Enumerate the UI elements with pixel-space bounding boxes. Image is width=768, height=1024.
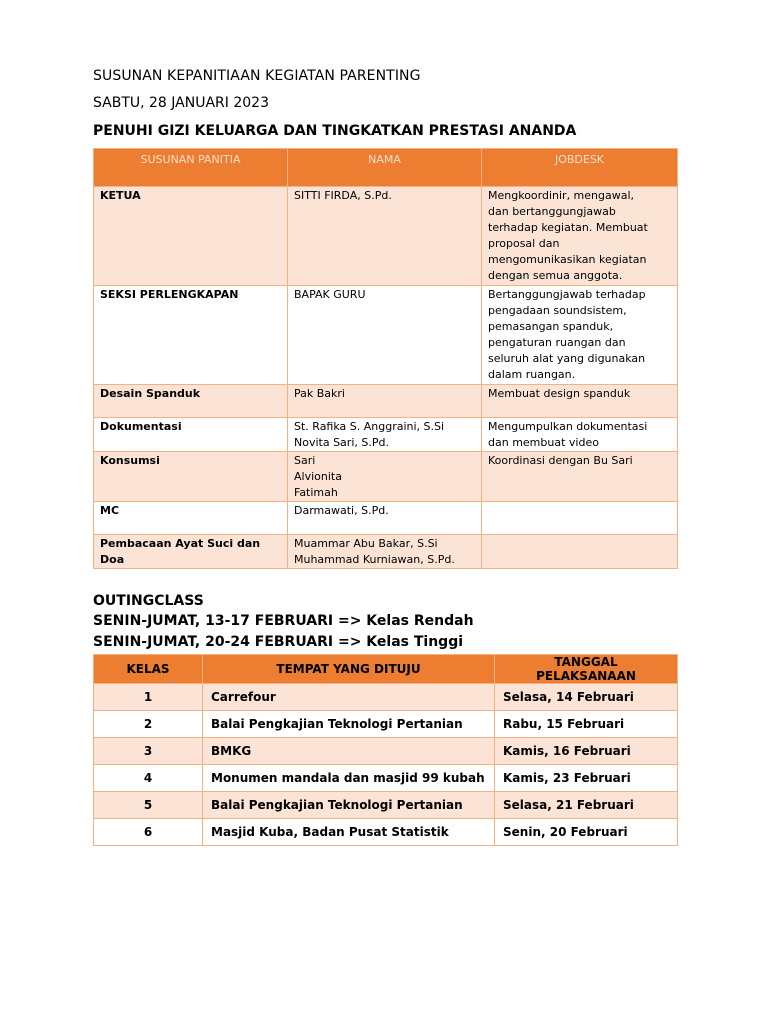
committee-jobdesk — [482, 385, 678, 418]
jobdesk-line: seluruh alat yang digunakan — [488, 352, 646, 365]
committee-role: Pembacaan Ayat Suci dan Doa — [94, 535, 288, 569]
outing-destination: Masjid Kuba, Badan Pusat Statistik — [203, 819, 495, 846]
committee-role: MC — [94, 502, 288, 535]
document-title: SUSUNAN KEPANITIAAN KEGIATAN PARENTING — [93, 68, 421, 84]
outing-class-number: 1 — [94, 684, 203, 711]
jobdesk-line: dan membuat video — [488, 436, 599, 449]
jobdesk-line: dalam ruangan. — [488, 368, 576, 381]
outing-row — [94, 819, 678, 846]
jobdesk-line: mengomunikasikan kegiatan — [488, 253, 647, 266]
committee-names — [288, 452, 482, 502]
jobdesk-line: Koordinasi dengan Bu Sari — [488, 454, 633, 467]
committee-header-row — [94, 149, 678, 187]
outing-date: Rabu, 15 Februari — [495, 711, 678, 738]
committee-role: Desain Spanduk — [94, 385, 288, 418]
committee-jobdesk — [482, 187, 678, 286]
committee-jobdesk — [482, 535, 678, 569]
outing-class-number: 6 — [94, 819, 203, 846]
committee-table — [93, 148, 678, 569]
committee-member-name: BAPAK GURU — [294, 288, 366, 301]
outing-destination: Balai Pengkajian Teknologi Pertanian — [203, 792, 495, 819]
committee-member-name: Pak Bakri — [294, 387, 345, 400]
jobdesk-line: dengan semua anggota. — [488, 269, 623, 282]
outing-header-row — [94, 655, 678, 684]
committee-row — [94, 286, 678, 385]
outing-class-number: 4 — [94, 765, 203, 792]
committee-header-cell: NAMA — [288, 149, 482, 187]
jobdesk-line: Membuat design spanduk — [488, 387, 631, 400]
committee-header-cell: SUSUNAN PANITIA — [94, 149, 288, 187]
committee-member-name: St. Rafika S. Anggraini, S.Si — [294, 420, 445, 433]
jobdesk-line: terhadap kegiatan. Membuat — [488, 221, 648, 234]
committee-jobdesk — [482, 418, 678, 452]
outing-title: OUTINGCLASS — [93, 593, 204, 609]
committee-names — [288, 535, 482, 569]
outing-destination: Balai Pengkajian Teknologi Pertanian — [203, 711, 495, 738]
committee-member-name: Novita Sari, S.Pd. — [294, 436, 389, 449]
jobdesk-line: pemasangan spanduk, — [488, 320, 614, 333]
committee-row — [94, 418, 678, 452]
outing-row — [94, 765, 678, 792]
committee-header-cell: JOBDESK — [482, 149, 678, 187]
outing-row — [94, 792, 678, 819]
committee-member-name: Muammar Abu Bakar, S.Si — [294, 537, 438, 550]
outing-date: Senin, 20 Februari — [495, 819, 678, 846]
outing-schedule-tinggi: SENIN-JUMAT, 20-24 FEBRUARI => Kelas Tinggi — [93, 634, 464, 650]
outing-class-number: 2 — [94, 711, 203, 738]
outing-header-cell: KELAS — [94, 655, 203, 684]
outing-row — [94, 738, 678, 765]
committee-names — [288, 418, 482, 452]
committee-row — [94, 452, 678, 502]
outing-destination: BMKG — [203, 738, 495, 765]
committee-jobdesk — [482, 286, 678, 385]
committee-jobdesk — [482, 452, 678, 502]
committee-role: Konsumsi — [94, 452, 288, 502]
event-date: SABTU, 28 JANUARI 2023 — [93, 95, 269, 111]
jobdesk-line: Bertanggungjawab terhadap — [488, 288, 646, 301]
committee-role: SEKSI PERLENGKAPAN — [94, 286, 288, 385]
committee-member-name: Darmawati, S.Pd. — [294, 504, 389, 517]
committee-row — [94, 187, 678, 286]
jobdesk-line: pengadaan soundsistem, — [488, 304, 627, 317]
committee-row — [94, 385, 678, 418]
outing-row — [94, 711, 678, 738]
committee-row — [94, 535, 678, 569]
outing-date: Selasa, 21 Februari — [495, 792, 678, 819]
committee-row — [94, 502, 678, 535]
outing-date: Kamis, 23 Februari — [495, 765, 678, 792]
committee-names — [288, 187, 482, 286]
committee-names — [288, 385, 482, 418]
committee-member-name: Muhammad Kurniawan, S.Pd. — [294, 553, 455, 566]
outing-date: Kamis, 16 Februari — [495, 738, 678, 765]
jobdesk-line: pengaturan ruangan dan — [488, 336, 626, 349]
committee-names — [288, 286, 482, 385]
committee-role: KETUA — [94, 187, 288, 286]
outing-class-number: 5 — [94, 792, 203, 819]
outing-date: Selasa, 14 Februari — [495, 684, 678, 711]
committee-names — [288, 502, 482, 535]
committee-member-name: Alvionita — [294, 470, 342, 483]
outing-destination: Carrefour — [203, 684, 495, 711]
event-theme: PENUHI GIZI KELUARGA DAN TINGKATKAN PRESTASI ANANDA — [93, 123, 577, 139]
outing-table — [93, 654, 678, 846]
outing-header-cell: TANGGAL PELAKSANAAN — [495, 655, 678, 684]
outing-schedule-rendah: SENIN-JUMAT, 13-17 FEBRUARI => Kelas Rendah — [93, 613, 474, 629]
outing-class-number: 3 — [94, 738, 203, 765]
committee-role: Dokumentasi — [94, 418, 288, 452]
jobdesk-line: Mengkoordinir, mengawal, — [488, 189, 635, 202]
outing-header-cell: TEMPAT YANG DITUJU — [203, 655, 495, 684]
committee-member-name: Fatimah — [294, 486, 338, 499]
committee-member-name: SITTI FIRDA, S.Pd. — [294, 189, 392, 202]
outing-destination: Monumen mandala dan masjid 99 kubah — [203, 765, 495, 792]
jobdesk-line: dan bertanggungjawab — [488, 205, 616, 218]
jobdesk-line: proposal dan — [488, 237, 560, 250]
outing-row — [94, 684, 678, 711]
jobdesk-line: Mengumpulkan dokumentasi — [488, 420, 648, 433]
committee-jobdesk — [482, 502, 678, 535]
committee-member-name: Sari — [294, 454, 316, 467]
